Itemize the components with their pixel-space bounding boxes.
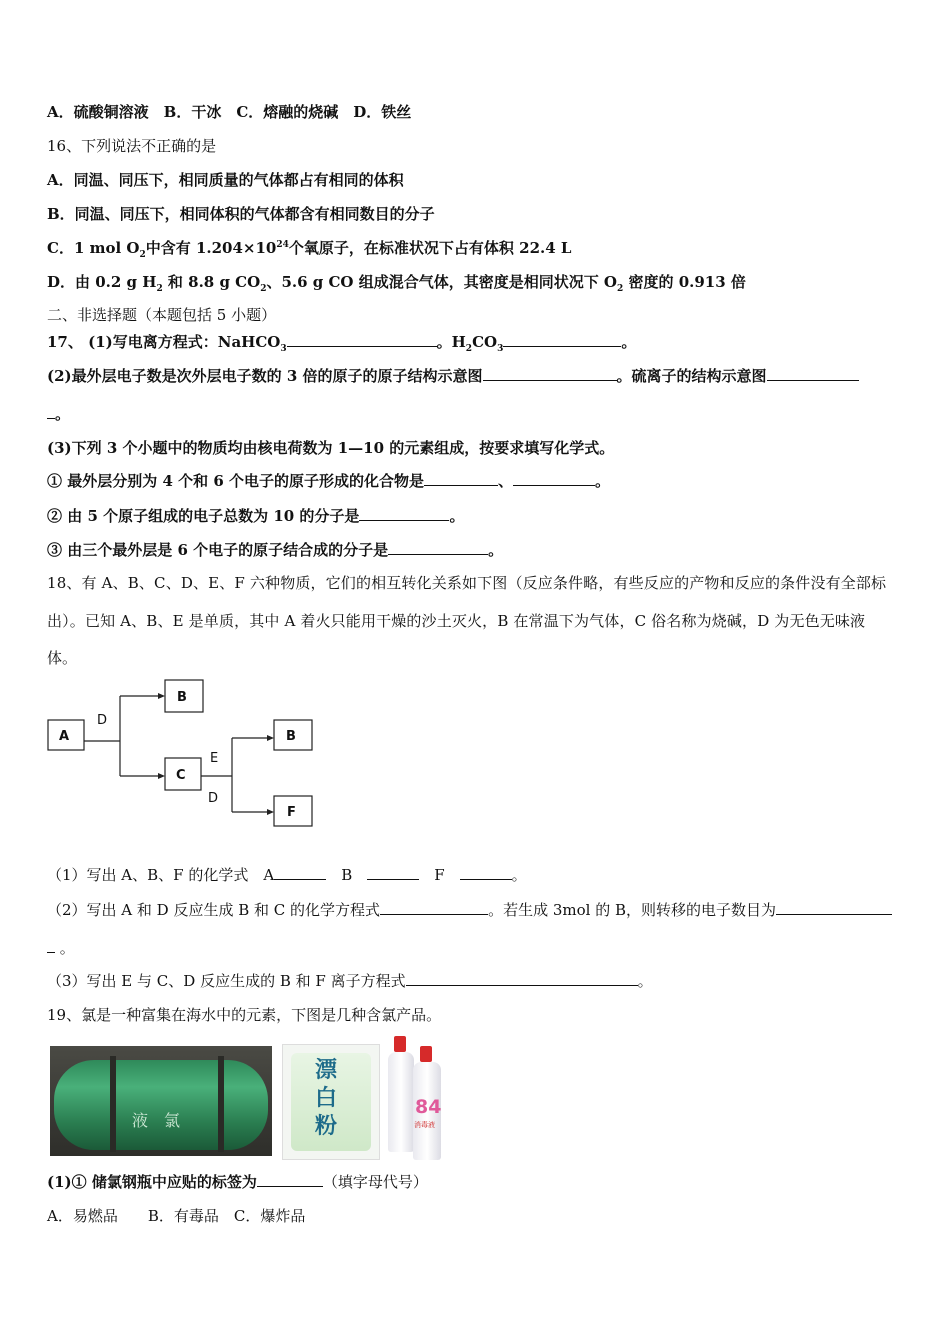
q18-sub2-cont: 。 (47, 938, 75, 958)
disinfectant-84-photo: 84 消毒液 (386, 1036, 448, 1160)
q17-part3-1: ① 最外层分别为 4 个和 6 个电子的原子形成的化合物是 、 。 (47, 472, 611, 490)
bleach-powder-photo: 漂 白 粉 (282, 1044, 380, 1160)
q19-options: A．易燃品 B．有毒品 C．爆炸品 (47, 1207, 306, 1225)
q17-line2: (2)最外层电子数是次外层电子数的 3 倍的原子的原子结构示意图 。硫离子的结构示意图 (47, 366, 859, 386)
q16-option-b: B．同温、同压下，相同体积的气体都含有相同数目的分子 (47, 205, 435, 223)
label-b-top: B (177, 690, 187, 705)
q18-sub2: （2）写出 A 和 D 反应生成 B 和 C 的化学方程式 。若生成 3mol 的 B，则转移的电子数目为 (47, 900, 892, 920)
q18-sub3: （3）写出 E 与 C、D 反应生成的 B 和 F 离子方程式 。 (47, 972, 653, 990)
label-c: C (176, 768, 186, 783)
q18-para1: 18、有 A、B、C、D、E、F 六种物质，它们的相互转化关系如下图（反应条件略，有些反应的产物和反应的条件没有全部标 (47, 574, 887, 592)
chlorine-cylinder-photo (50, 1046, 272, 1156)
label-d-2: D (208, 791, 219, 806)
q17-part3-3: ③ 由三个最外层是 6 个电子的原子结合成的分子是 。 (47, 541, 504, 559)
q18-para2: 出）。已知 A、B、E 是单质，其中 A 着火只能用干燥的沙土灭火，B 在常温下为气体，C 俗名称为烧碱，D 为无色无味液 (47, 612, 866, 630)
q19-sub1: (1)① 储氯钢瓶中应贴的标签为 （填字母代号） (47, 1173, 428, 1191)
q16-option-d: D．由 0.2 g $H_2$ 和 8.8 g $CO_2$、5.6 g CO 组成混合气体，其密度是相同状况下 $O_2$ 密度的 0.913 倍 (47, 273, 746, 294)
q16-stem: 16、下列说法不正确的是 (47, 137, 217, 155)
q19-stem: 19、氯是一种富集在海水中的元素，下图是几种含氯产品。 (47, 1006, 442, 1024)
label-a: A (59, 729, 70, 744)
q16-option-c: C．1 mol $O_2$中含有 $1.204\times 10^{24}$个氧原子，在标准状况下占有体积 22.4 L (47, 239, 572, 260)
q16-option-a: A．同温、同压下，相同质量的气体都占有相同的体积 (47, 171, 404, 189)
reaction-diagram (40, 672, 330, 837)
q17-part3-2: ② 由 5 个原子组成的电子总数为 10 的分子是 。 (47, 507, 465, 525)
q18-sub1: （1）写出 A、B、F 的化学式 A B F 。 (47, 866, 527, 884)
q17-part3: (3)下列 3 个小题中的物质均由核电荷数为 1—10 的元素组成，按要求填写化学式。 (47, 439, 615, 457)
label-d: D (97, 713, 108, 728)
q18-para3: 体。 (47, 649, 78, 667)
cylinder-label: 液 氯 (132, 1111, 181, 1130)
q17-line2-cont: 。 (47, 404, 70, 424)
q17-line1: 17、 (1)写电离方程式：NaHCO$_3$ 。$H_2CO_3$ 。 (47, 333, 637, 354)
q15-options: A．硫酸铜溶液 B．干冰 C．熔融的烧碱 D．铁丝 (47, 103, 412, 121)
section-heading: 二、非选择题（本题包括 5 小题） (47, 306, 277, 324)
label-b-right: B (286, 729, 296, 744)
label-f: F (287, 805, 296, 820)
label-e: E (210, 751, 219, 766)
